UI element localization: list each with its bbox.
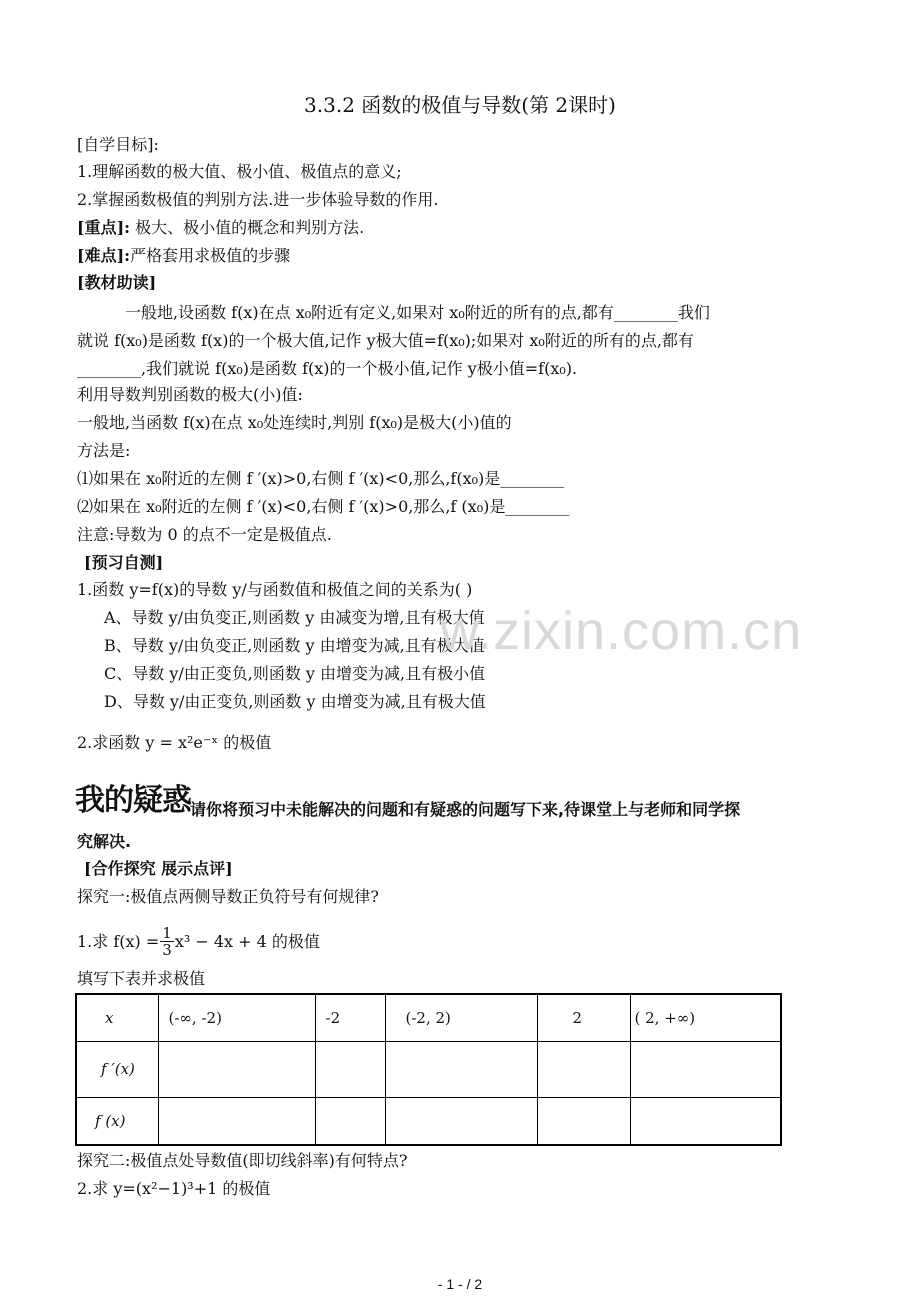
my-doubts-heading: 我的疑惑 xyxy=(75,783,191,818)
table-instruction: 填写下表并求极值 xyxy=(77,969,206,988)
table-cell[interactable] xyxy=(537,1041,630,1097)
page-number: - 1 - / 2 xyxy=(437,1276,483,1292)
note: 注意:导数为 0 的点不一定是极值点. xyxy=(77,525,332,544)
exercise-1 xyxy=(77,925,320,958)
derivative-method-heading: 利用导数判别函数的极大(小)值: xyxy=(77,385,303,404)
table-header-interval-3: ( 2, +∞) xyxy=(630,994,781,1041)
table-cell[interactable] xyxy=(158,1097,315,1145)
table-cell[interactable] xyxy=(158,1041,315,1097)
table-cell[interactable] xyxy=(385,1041,537,1097)
key-points-label: [重点]: xyxy=(77,218,131,237)
self-study-goals-heading: [自学目标]: xyxy=(77,135,159,154)
doubts-instruction-cont: 究解决. xyxy=(77,832,132,851)
table-header-point-1: -2 xyxy=(315,994,385,1041)
table-header-interval-2: (-2, 2) xyxy=(385,994,537,1041)
definition-line-1: 一般地,设函数 f(x)在点 x₀附近有定义,如果对 x₀附近的所有的点,都有________我们 xyxy=(125,303,710,322)
sign-table xyxy=(75,993,782,1146)
key-points xyxy=(77,217,364,239)
option-d: D、导数 y/由正变负,则函数 y 由增变为减,且有极大值 xyxy=(104,692,486,711)
table-cell[interactable] xyxy=(385,1097,537,1145)
difficult-points-label: [难点]: xyxy=(77,246,131,265)
question-2: 2.求函数 y = x²e⁻ˣ 的极值 xyxy=(77,733,272,752)
table-cell[interactable] xyxy=(315,1097,385,1145)
definition-line-3: ________,我们就说 f(x₀)是函数 f(x)的一个极小值,记作 y极小值=f(x₀). xyxy=(77,359,578,378)
table-header-point-2: 2 xyxy=(537,994,630,1041)
option-c: C、导数 y/由正变负,则函数 y 由增变为减,且有极小值 xyxy=(104,664,486,683)
difficult-points-text: 严格套用求极值的步骤 xyxy=(130,246,291,265)
preview-test-heading: [预习自测] xyxy=(84,553,164,572)
table-header-interval-1: (-∞, -2) xyxy=(158,994,315,1041)
table-cell[interactable] xyxy=(630,1041,781,1097)
table-header-x: x xyxy=(76,994,158,1041)
method-intro: 一般地,当函数 f(x)在点 x₀处连续时,判别 f(x₀)是极大(小)值的 xyxy=(77,413,512,432)
explore-1: 探究一:极值点两侧导数正负符号有何规律? xyxy=(77,887,379,906)
table-row-function-label: f (x) xyxy=(76,1097,158,1145)
cooperative-heading: [合作探究 展示点评] xyxy=(84,859,233,878)
goal-2: 2.掌握函数极值的判别方法.进一步体验导数的作用. xyxy=(77,190,439,209)
page-title: 3.3.2 函数的极值与导数(第 2课时) xyxy=(304,93,616,117)
definition-line-2: 就说 f(x₀)是函数 f(x)的一个极大值,记作 y极大值=f(x₀);如果对 x₀附近的所有的点,都有 xyxy=(77,331,694,350)
method-case-1: ⑴如果在 x₀附近的左侧 f ′(x)>0,右侧 f ′(x)<0,那么,f(x₀)是________ xyxy=(77,469,565,488)
exercise-2: 2.求 y=(x²−1)³+1 的极值 xyxy=(77,1179,271,1198)
method-case-2: ⑵如果在 x₀附近的左侧 f ′(x)<0,右侧 f ′(x)>0,那么,f (x₀)是________ xyxy=(77,497,570,516)
key-points-text: 极大、极小值的概念和判别方法. xyxy=(130,218,365,237)
textbook-guide-heading: [教材助读] xyxy=(77,273,157,292)
watermark: w.zixin.com.cn xyxy=(440,601,803,661)
question-1: 1.函数 y=f(x)的导数 y/与函数值和极值之间的关系为( ) xyxy=(77,580,473,599)
fraction-one-third xyxy=(160,925,174,958)
fraction-denominator: 3 xyxy=(162,941,172,959)
explore-2: 探究二:极值点处导数值(即切线斜率)有何特点? xyxy=(77,1151,408,1170)
method-label: 方法是: xyxy=(77,441,131,460)
exercise-1-prefix: 1.求 f(x) = xyxy=(77,931,160,951)
table-cell[interactable] xyxy=(630,1097,781,1145)
difficult-points xyxy=(77,245,290,267)
table-row-derivative-label: f ′(x) xyxy=(76,1041,158,1097)
table-cell[interactable] xyxy=(537,1097,630,1145)
goal-1: 1.理解函数的极大值、极小值、极值点的意义; xyxy=(77,162,402,181)
option-a: A、导数 y/由负变正,则函数 y 由减变为增,且有极大值 xyxy=(104,608,485,627)
exercise-1-suffix: x³ − 4x + 4 的极值 xyxy=(174,931,320,951)
doubts-instruction: 请你将预习中未能解决的问题和有疑惑的问题写下来,待课堂上与老师和同学探 xyxy=(190,800,741,819)
table-cell[interactable] xyxy=(315,1041,385,1097)
fraction-numerator: 1 xyxy=(162,924,172,942)
option-b: B、导数 y/由负变正,则函数 y 由增变为减,且有极大值 xyxy=(104,636,485,655)
